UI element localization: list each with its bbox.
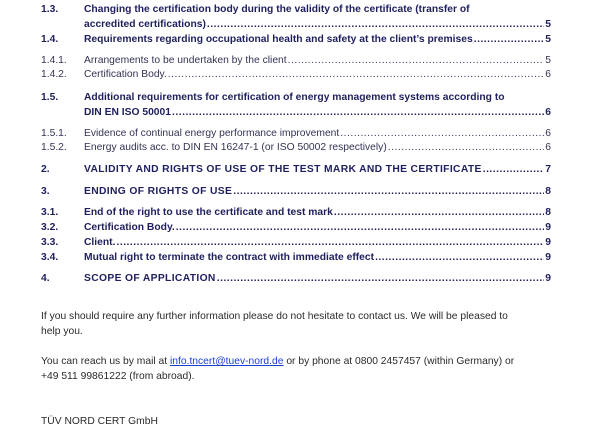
- toc-number: 3.1.: [41, 207, 59, 218]
- toc-page-number: 7: [545, 164, 551, 175]
- toc-page-number: 8: [545, 207, 551, 218]
- toc-title-line: End of the right to use the certificate and test mark: [84, 207, 333, 218]
- toc-title-line: SCOPE OF APPLICATION: [84, 273, 216, 284]
- contact-line: +49 511 99861222 (from abroad).: [41, 371, 195, 382]
- toc-title-line: VALIDITY AND RIGHTS OF USE OF THE TEST MARK AND THE CERTIFICATE: [84, 164, 482, 175]
- dot-leader: [375, 251, 544, 266]
- toc-title-line: Evidence of continual energy performance improvement: [84, 128, 340, 139]
- toc-title-line: ENDING OF RIGHTS OF USE: [84, 186, 233, 197]
- toc-page-number: 6: [545, 106, 551, 118]
- contact-middle: or by phone at 0800 2457457 (within Germany) or: [283, 356, 515, 367]
- email-link[interactable]: info.tncert@tuev-nord.de: [169, 356, 284, 367]
- toc-page-number: 9: [545, 252, 551, 263]
- dot-leader: [168, 68, 544, 83]
- toc-page-number: 5: [545, 55, 551, 66]
- toc-title-line: Certification Body.: [84, 69, 167, 80]
- toc-title-line: Client.: [84, 237, 116, 248]
- toc-page-number: 9: [545, 222, 551, 233]
- dot-leader: [116, 236, 544, 251]
- toc-title-line: Energy audits acc. to DIN EN 16247-1 (or ISO 50002 respectively): [84, 142, 387, 153]
- toc-number: 2.: [41, 164, 50, 175]
- toc-number: 1.4.1.: [41, 55, 67, 66]
- toc-title-line: Mutual right to terminate the contract with immediate effect: [84, 252, 375, 263]
- toc-page-number: 5: [545, 18, 551, 30]
- toc-page-number: 6: [545, 128, 551, 139]
- toc-page-number: 6: [545, 69, 551, 80]
- company-name: TÜV NORD CERT GmbH: [41, 416, 158, 427]
- toc-title-line: Requirements regarding occupational health and safety at the client’s premises: [84, 34, 473, 45]
- dot-leader: [288, 54, 545, 69]
- info-line: If you should require any further information please do not hesitate to contact us. We will be pleased to: [41, 311, 508, 322]
- toc-number: 1.5.1.: [41, 128, 67, 139]
- dot-leader: [388, 141, 545, 156]
- contact-prefix: You can reach us by mail at: [41, 356, 170, 367]
- toc-page-number: 6: [545, 142, 551, 153]
- toc-number: 1.3.: [41, 4, 59, 15]
- dot-leader: [483, 163, 545, 178]
- toc-title-line: DIN EN ISO 50001: [84, 106, 171, 118]
- toc-title-line: accredited certifications): [84, 18, 206, 30]
- toc-number: 1.4.: [41, 34, 59, 45]
- info-paragraph: [41, 309, 551, 339]
- dot-leader: [217, 272, 545, 287]
- toc-page-number: 9: [545, 237, 551, 248]
- toc-number: 3.: [41, 186, 50, 197]
- toc-number: 1.5.2.: [41, 142, 67, 153]
- toc-title-line: Certification Body.: [84, 222, 175, 233]
- toc-number: 3.4.: [41, 252, 59, 263]
- toc-number: 4.: [41, 273, 50, 284]
- dot-leader: [176, 221, 544, 236]
- dot-leader: [172, 106, 544, 121]
- toc-number: 1.4.2.: [41, 69, 67, 80]
- contact-paragraph: [41, 354, 551, 384]
- toc-title-line: Arrangements to be undertaken by the client: [84, 55, 287, 66]
- dot-leader: [340, 127, 544, 142]
- toc-page-number: 5: [545, 34, 551, 45]
- dot-leader: [334, 206, 544, 221]
- toc-number: 3.3.: [41, 237, 59, 248]
- toc-page-number: 9: [545, 273, 551, 284]
- toc-title-line: Additional requirements for certification of energy management systems according to: [84, 92, 505, 103]
- dot-leader: [207, 18, 544, 33]
- toc-page-number: 8: [545, 186, 551, 197]
- info-line: help you.: [41, 326, 83, 337]
- toc-title-line: Changing the certification body during the validity of the certificate (transfer of: [84, 4, 470, 15]
- toc-number: 3.2.: [41, 222, 59, 233]
- toc-number: 1.5.: [41, 92, 59, 103]
- dot-leader: [233, 185, 544, 200]
- dot-leader: [474, 33, 545, 48]
